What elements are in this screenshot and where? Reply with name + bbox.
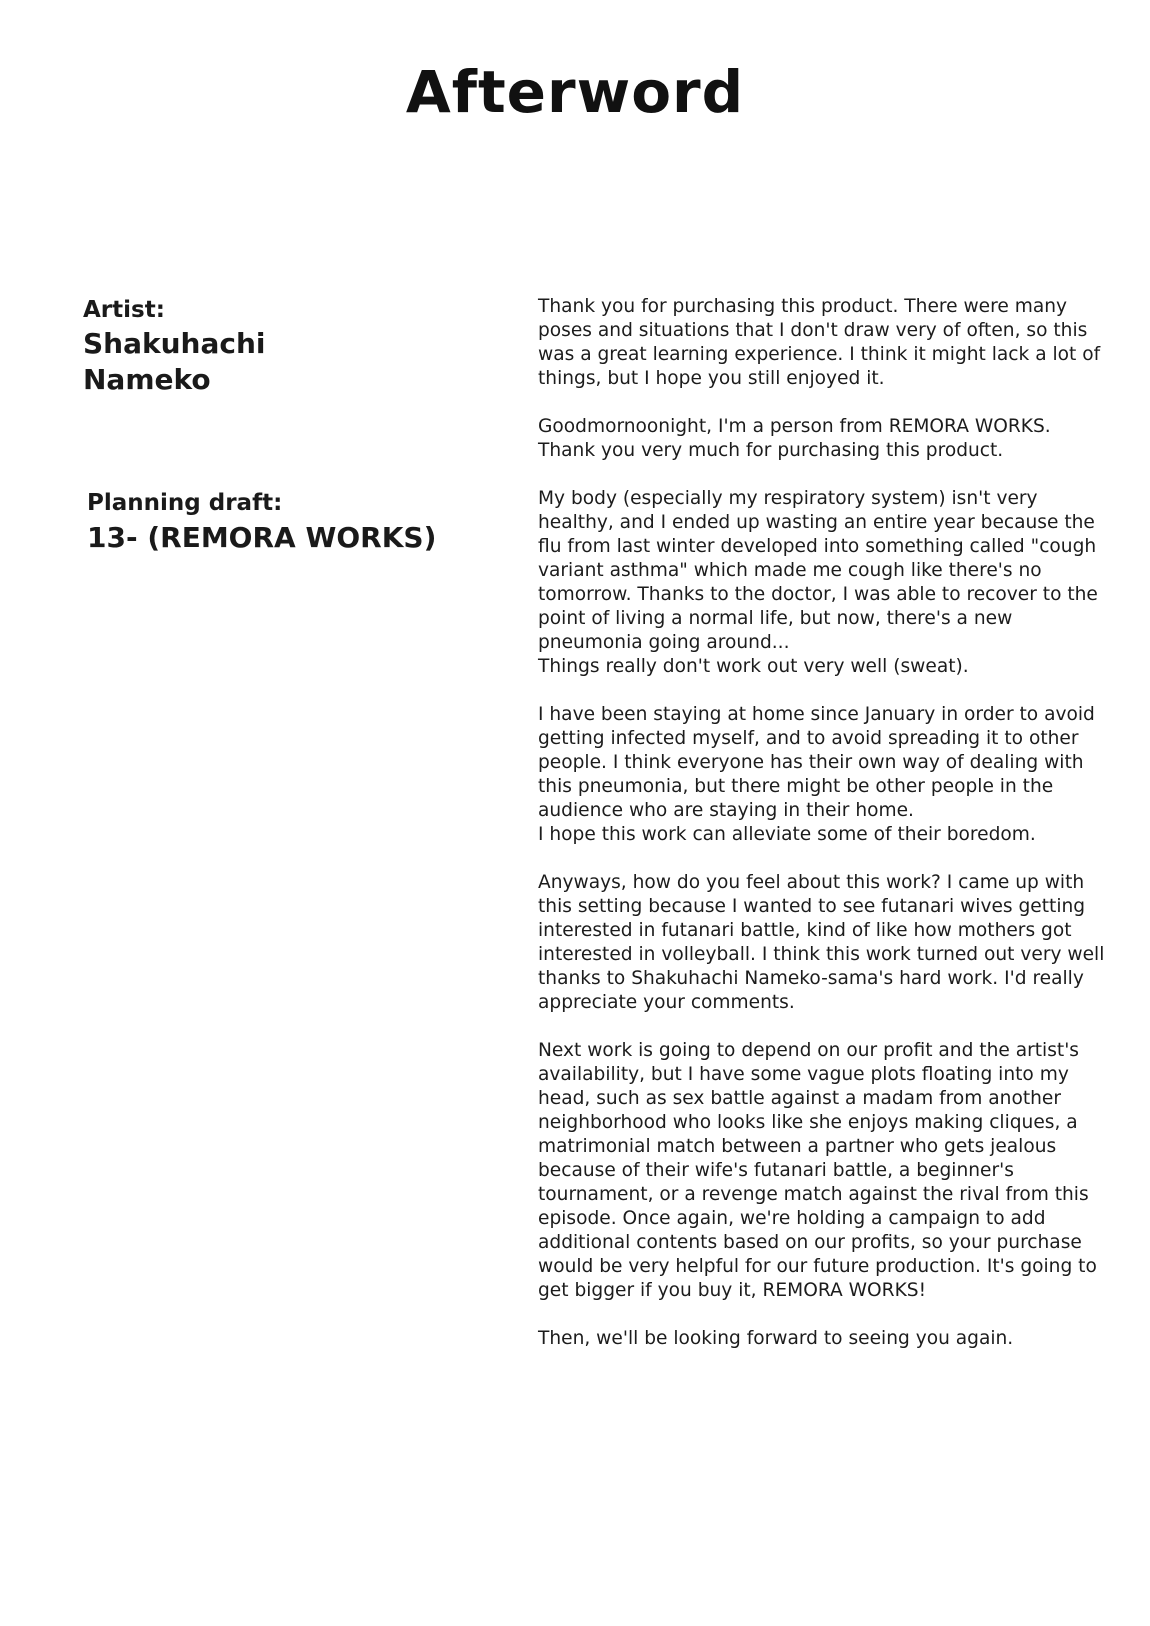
page-title: Afterword bbox=[405, 58, 745, 126]
paragraph: Goodmornoonight, I'm a person from REMORA WORKS. Thank you very much for purchasing this product. bbox=[538, 416, 1051, 461]
artist-name: Shakuhachi Nameko bbox=[83, 327, 266, 396]
afterword-body bbox=[538, 295, 1118, 1375]
paragraph: I have been staying at home since January in order to avoid getting infected myself, and to avoid spreading it to other people. I think everyone has their own way of dealing with this pneumonia, but there might be other people in the audience who are staying in their home. I hope this work can alleviate some of their boredom. bbox=[538, 704, 1095, 845]
paragraph: Then, we'll be looking forward to seeing you again. bbox=[538, 1328, 1014, 1349]
planning-name: 13- (REMORA WORKS) bbox=[87, 521, 437, 554]
paragraph: Thank you for purchasing this product. There were many poses and situations that I don't draw very of often, so this was a great learning experience. I think it might lack a lot of things, but I hope you still enjoyed it. bbox=[538, 296, 1101, 389]
paragraph: Anyways, how do you feel about this work? I came up with this setting because I wanted to see futanari wives getting interested in futanari battle, kind of like how mothers got interested in volleyball. I think this work turned out very well thanks to Shakuhachi Nameko-sama's hard work. I'd really appreciate your comments. bbox=[538, 872, 1105, 1013]
artist-label: Artist: bbox=[83, 297, 165, 323]
planning-label: Planning draft: bbox=[87, 490, 283, 516]
paragraph: Next work is going to depend on our profit and the artist's availability, but I have some vague plots floating into my head, such as sex battle against a madam from another neighborhood who looks like she enjoys making cliques, a matrimonial match between a partner who gets jealous because of their wife's futanari battle, a beginner's tournament, or a revenge match against the rival from this episode. Once again, we're holding a campaign to add additional contents based on our profits, so your purchase would be very helpful for our future production. It's going to get bigger if you buy it, REMORA WORKS! bbox=[538, 1040, 1097, 1301]
paragraph: My body (especially my respiratory system) isn't very healthy, and I ended up wasting an entire year because the flu from last winter developed into something called "cough variant asthma" which made me cough like there's no tomorrow. Thanks to the doctor, I was able to recover to the point of living a normal life, but now, there's a new pneumonia going around... Things really don't work out very well (sweat). bbox=[538, 488, 1098, 677]
